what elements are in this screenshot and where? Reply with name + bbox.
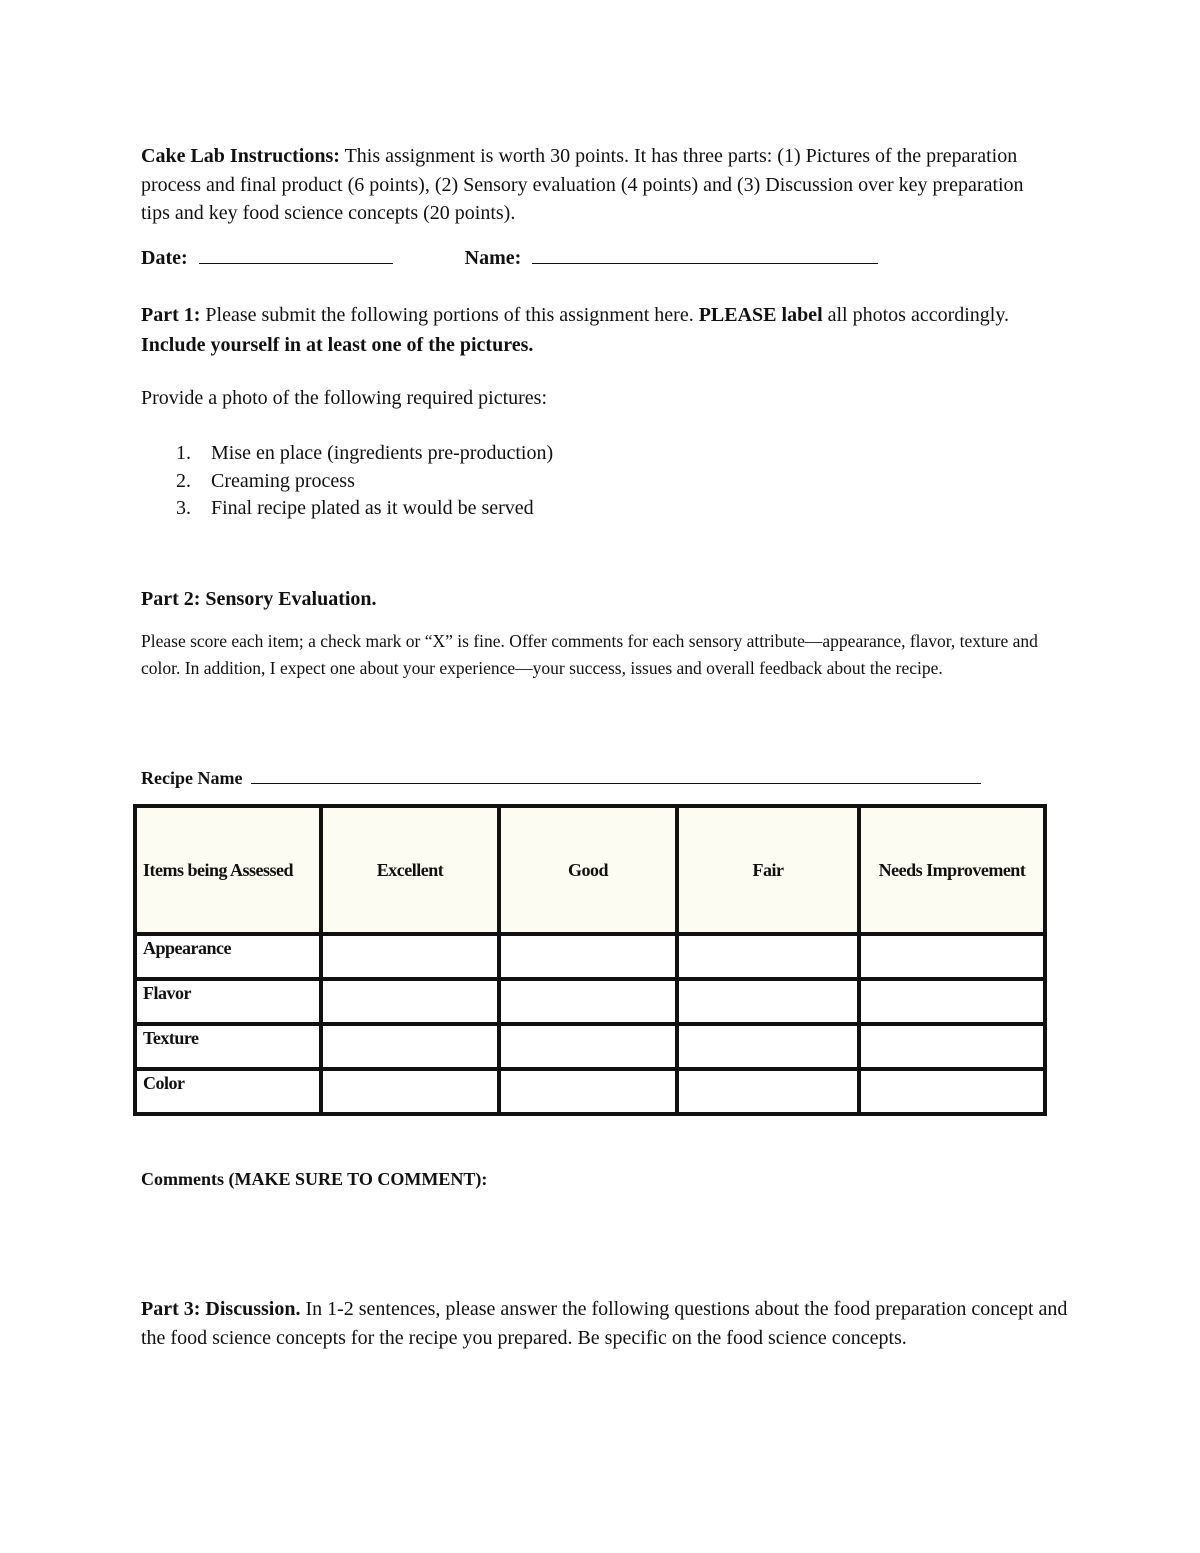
score-cell[interactable] [677,934,859,979]
date-field-line[interactable] [199,247,393,264]
list-item [141,468,1041,496]
part3-label: Part 3: Discussion. [141,1298,301,1320]
header-needs-improvement: Needs Improvement [859,806,1045,934]
score-cell[interactable] [859,934,1045,979]
part1-provide-text: Provide a photo of the following required pictures: [141,387,548,409]
list-item [141,440,1041,468]
list-item-text: Final recipe plated as it would be served [211,497,534,519]
part3-text: In 1-2 sentences, please answer the following questions about the food preparation concept and the food science concepts for the recipe you prepared. Be specific on the food science concepts. [141,1298,1068,1349]
header-items-assessed: Items being Assessed [135,806,321,934]
part1-text-c: all photos accordingly. [827,304,1010,326]
score-cell[interactable] [321,934,499,979]
intro-paragraph [141,142,1051,228]
part2-instructions: Please score each item; a check mark or “X” is fine. Offer comments for each sensory attribute—appearance, flavor, texture and color. In addition, I expect one about your experience—your success, issues and overall feedback about the recipe. [141,631,1038,678]
table-header-row [135,806,1045,934]
recipe-name-row [141,766,1041,790]
list-item-number: 3. [176,497,191,519]
intro-label: Cake Lab Instructions: [141,145,340,167]
score-cell[interactable] [677,1069,859,1114]
table-row [135,979,1045,1024]
table-row [135,934,1045,979]
table-row [135,1024,1045,1069]
list-item [141,495,1041,523]
part2-heading [141,585,1041,614]
table-row [135,1069,1045,1114]
score-cell[interactable] [859,1069,1045,1114]
part1-bold-label: PLEASE label [698,304,823,326]
score-cell[interactable] [321,1069,499,1114]
row-label-flavor: Flavor [135,979,321,1024]
row-label-appearance: Appearance [135,934,321,979]
score-cell[interactable] [499,934,677,979]
score-cell[interactable] [677,1024,859,1069]
recipe-name-label: Recipe Name [141,768,243,788]
date-name-row [141,244,1141,273]
part1-bold-include: Include yourself in at least one of the pictures. [141,334,534,356]
score-cell[interactable] [499,1069,677,1114]
part1-text-a: Please submit the following portions of this assignment here. [205,304,694,326]
list-item-text: Mise en place (ingredients pre-production) [211,442,554,464]
part1-label: Part 1: [141,304,201,326]
date-label: Date: [141,247,188,269]
score-cell[interactable] [859,1024,1045,1069]
score-cell[interactable] [677,979,859,1024]
part3-paragraph [141,1295,1071,1353]
sensory-evaluation-table [133,804,1047,1116]
header-good: Good [499,806,677,934]
part2-heading-text: Part 2: Sensory Evaluation. [141,588,377,610]
comments-label [141,1167,1041,1191]
recipe-name-field-line[interactable] [251,769,981,784]
list-item-number: 1. [176,442,191,464]
comments-label-text: Comments (MAKE SURE TO COMMENT): [141,1169,488,1189]
header-fair: Fair [677,806,859,934]
score-cell[interactable] [321,979,499,1024]
name-field-line[interactable] [532,247,878,264]
score-cell[interactable] [859,979,1045,1024]
header-excellent: Excellent [321,806,499,934]
part1-paragraph [141,300,1061,360]
score-cell[interactable] [499,979,677,1024]
name-label: Name: [464,247,522,269]
row-label-texture: Texture [135,1024,321,1069]
score-cell[interactable] [321,1024,499,1069]
list-item-number: 2. [176,469,191,492]
required-pictures-list [141,440,1041,523]
intro-text: This assignment is worth 30 points. It has three parts: (1) Pictures of the preparation process and final product (6 points), (2) Sensory evaluation (4 points) and (3) Discussion over key preparation tips and key food science concepts (20 points). [141,145,1024,224]
score-cell[interactable] [499,1024,677,1069]
row-label-color: Color [135,1069,321,1114]
list-item-text: Creaming process [211,469,355,492]
